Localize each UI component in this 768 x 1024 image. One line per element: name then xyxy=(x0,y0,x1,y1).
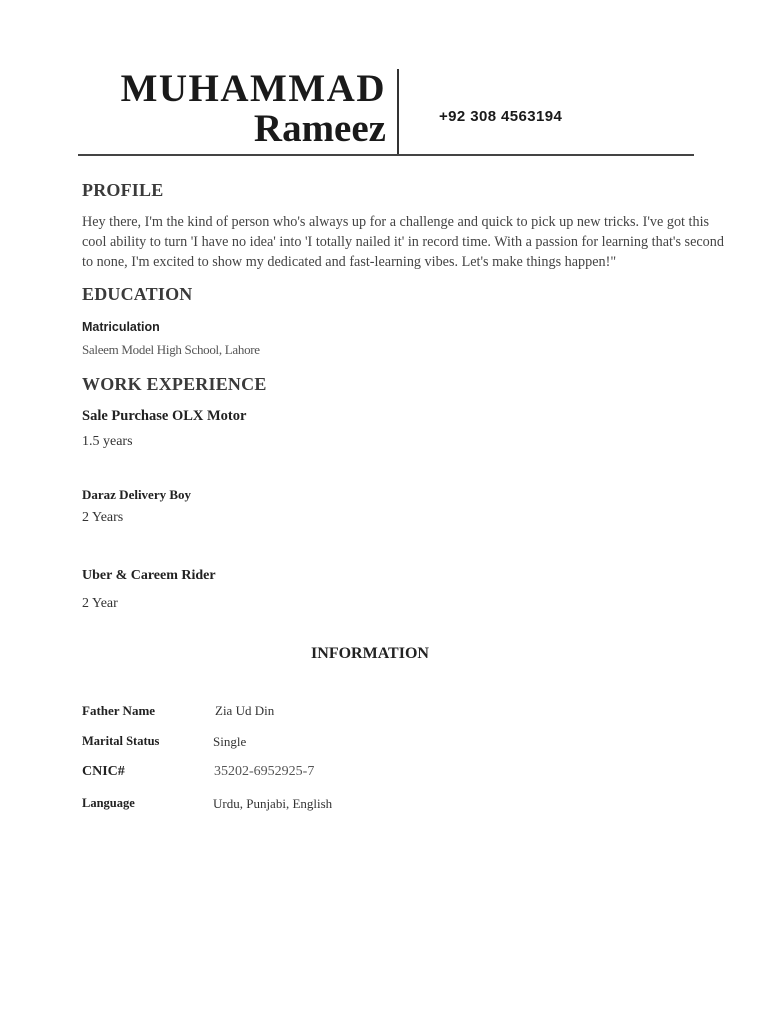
education-heading: EDUCATION xyxy=(82,284,193,304)
info-value-marital-status: Single xyxy=(213,734,247,749)
info-value-language: Urdu, Punjabi, English xyxy=(213,796,333,811)
phone-number: +92 308 4563194 xyxy=(439,108,563,125)
info-label-cnic: CNIC# xyxy=(82,764,125,779)
job-title-3: Uber & Careem Rider xyxy=(82,568,216,583)
header-horizontal-divider xyxy=(78,154,694,156)
name-last: Rameez xyxy=(253,107,386,150)
info-label-marital-status: Marital Status xyxy=(82,734,160,748)
profile-heading: PROFILE xyxy=(82,180,164,200)
profile-text: Hey there, I'm the kind of person who's always up for a challenge and quick to pick up new tricks. I've got this cool ability to turn 'I have no idea' into 'I totally nailed it' in record time. With a passion for learning that's second to none, I'm excited to show my dedicated and fast-learning vibes. Let's make things happen!" xyxy=(82,214,724,270)
header-vertical-divider xyxy=(397,69,399,156)
job-duration-3: 2 Year xyxy=(82,596,118,611)
education-school: Saleem Model High School, Lahore xyxy=(82,342,260,357)
info-value-father-name: Zia Ud Din xyxy=(215,703,275,718)
education-title: Matriculation xyxy=(82,320,160,334)
work-heading: WORK EXPERIENCE xyxy=(82,374,267,394)
name-first: MUHAMMAD xyxy=(120,67,386,110)
information-heading: INFORMATION xyxy=(311,645,429,662)
job-duration-2: 2 Years xyxy=(82,510,124,525)
info-label-language: Language xyxy=(82,796,135,810)
job-title-1: Sale Purchase OLX Motor xyxy=(82,408,247,424)
job-title-2: Daraz Delivery Boy xyxy=(82,487,192,502)
job-duration-1: 1.5 years xyxy=(82,434,133,449)
info-label-father-name: Father Name xyxy=(82,703,156,718)
info-value-cnic: 35202-6952925-7 xyxy=(214,764,315,779)
